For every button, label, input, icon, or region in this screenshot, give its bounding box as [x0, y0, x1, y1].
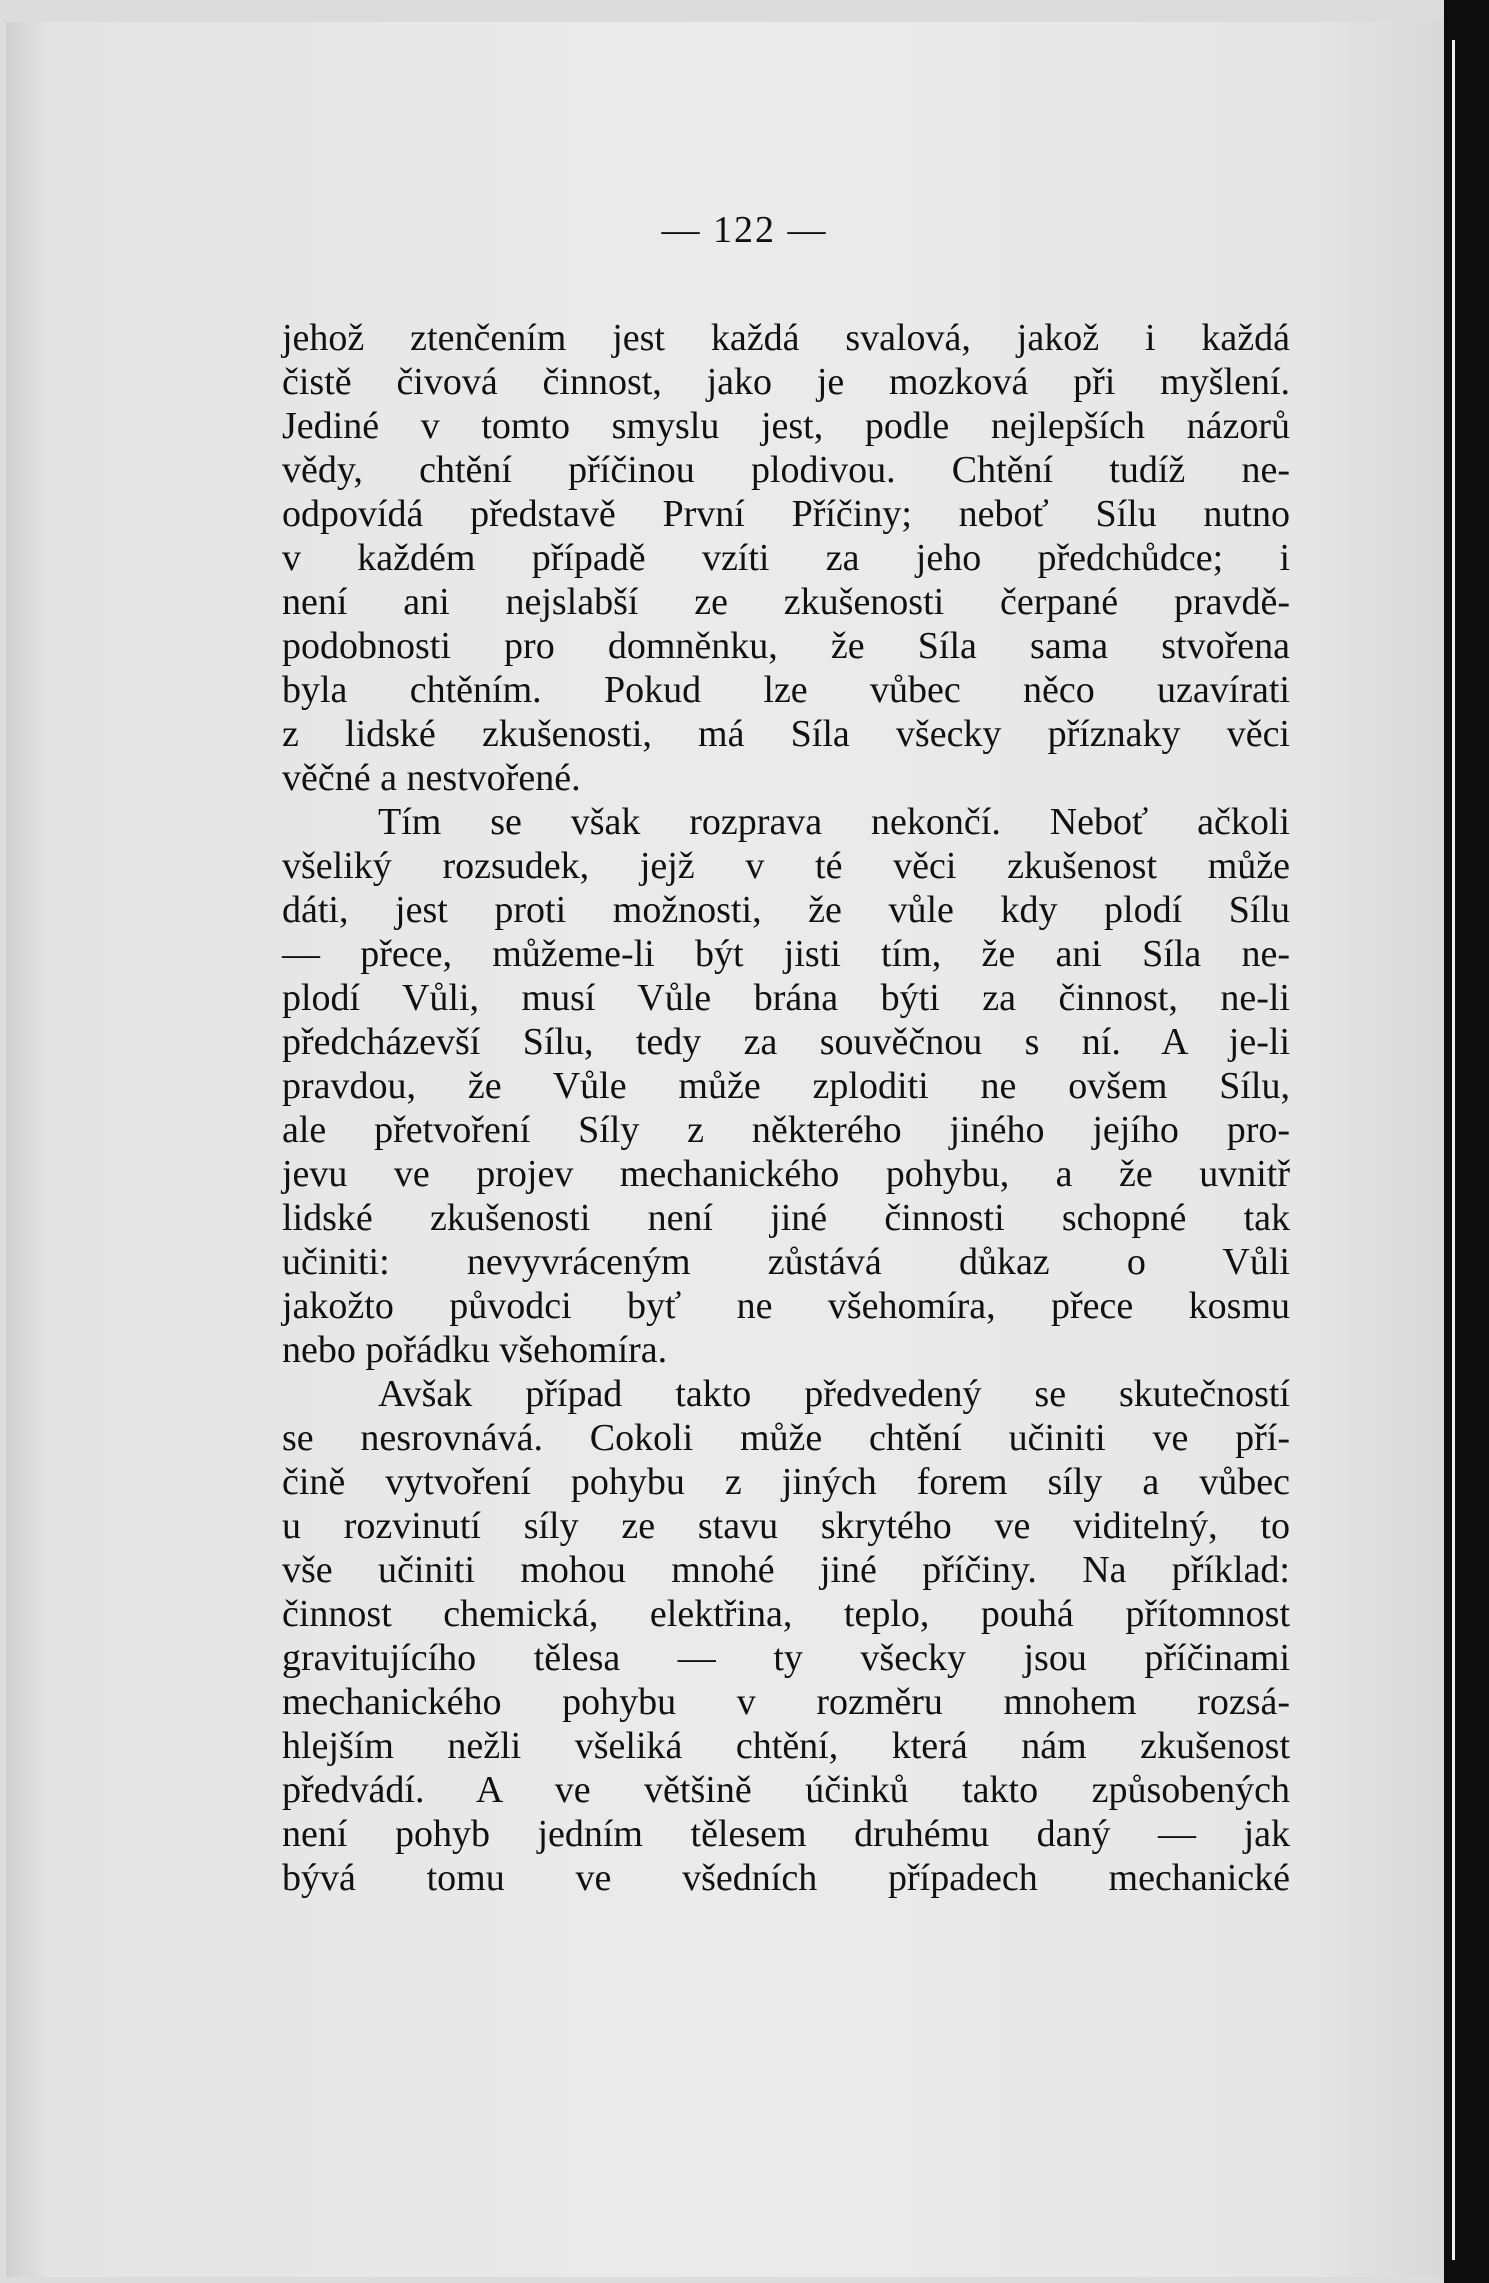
text-line: gravitujícího tělesa — ty všecky jsou příčinami [282, 1637, 1290, 1679]
text-line: jakožto původci byť ne všehomíra, přece kosmu [282, 1285, 1290, 1327]
text-line: odpovídá představě První Příčiny; neboť Sílu nutno [282, 493, 1290, 535]
text-line: není pohyb jedním tělesem druhému daný — jak [282, 1813, 1290, 1855]
text-line: předvádí. A ve většině účinků takto způsobených [282, 1769, 1290, 1811]
text-line: čistě čivová činnost, jako je mozková při myšlení. [282, 361, 1290, 403]
text-line: všeliký rozsudek, jejž v té věci zkušenost může [282, 845, 1290, 887]
text-line: plodí Vůli, musí Vůle brána býti za činnost, ne-li [282, 977, 1290, 1019]
text-line: jehož ztenčením jest každá svalová, jakož i každá [282, 317, 1290, 359]
text-line: ale přetvoření Síly z některého jiného jejího pro- [282, 1109, 1290, 1151]
text-line: hlejším nežli všeliká chtění, která nám zkušenost [282, 1725, 1290, 1767]
body-text [282, 316, 1290, 1900]
text-line: u rozvinutí síly ze stavu skrytého ve viditelný, to [282, 1505, 1290, 1547]
page-number: — 122 — [661, 209, 828, 251]
text-line: vědy, chtění příčinou plodivou. Chtění tudíž ne- [282, 449, 1290, 491]
text-line: čině vytvoření pohybu z jiných forem síly a vůbec [282, 1461, 1290, 1503]
text-line: mechanického pohybu v rozměru mnohem rozsá- [282, 1681, 1290, 1723]
text-line: se nesrovnává. Cokoli může chtění učiniti ve pří- [282, 1417, 1290, 1459]
text-line: podobnosti pro domněnku, že Síla sama stvořena [282, 625, 1290, 667]
page-right-edge-line [1452, 40, 1455, 2260]
text-line: věčné a nestvořené. [282, 757, 581, 799]
text-line: jevu ve projev mechanického pohybu, a že uvnitř [282, 1153, 1290, 1195]
text-line: lidské zkušenosti není jiné činnosti schopné tak [282, 1197, 1290, 1239]
text-line: vše učiniti mohou mnohé jiné příčiny. Na příklad: [282, 1549, 1290, 1591]
text-line: činnost chemická, elektřina, teplo, pouhá přítomnost [282, 1593, 1290, 1635]
text-line: předcházevší Sílu, tedy za souvěčnou s ní. A je-li [282, 1021, 1290, 1063]
text-line: není ani nejslabší ze zkušenosti čerpané pravdě- [282, 581, 1290, 623]
text-line: Jediné v tomto smyslu jest, podle nejlepších názorů [282, 405, 1290, 447]
text-line: učiniti: nevyvráceným zůstává důkaz o Vůli [282, 1241, 1290, 1283]
text-line: byla chtěním. Pokud lze vůbec něco uzavírati [282, 669, 1290, 711]
text-line: pravdou, že Vůle může zploditi ne ovšem Sílu, [282, 1065, 1290, 1107]
text-line: Avšak případ takto předvedený se skutečností [378, 1373, 1290, 1415]
text-line: dáti, jest proti možnosti, že vůle kdy plodí Sílu [282, 889, 1290, 931]
page-right-edge [1444, 0, 1489, 2283]
text-line: bývá tomu ve všedních případech mechanické [282, 1857, 1290, 1899]
text-line: v každém případě vzíti za jeho předchůdce; i [282, 537, 1290, 579]
text-line: z lidské zkušenosti, má Síla všecky příznaky věci [282, 713, 1290, 755]
text-line: Tím se však rozprava nekončí. Neboť ačkoli [378, 801, 1290, 843]
text-line: nebo pořádku všehomíra. [282, 1329, 668, 1371]
text-line: — přece, můžeme-li být jisti tím, že ani Síla ne- [282, 933, 1290, 975]
